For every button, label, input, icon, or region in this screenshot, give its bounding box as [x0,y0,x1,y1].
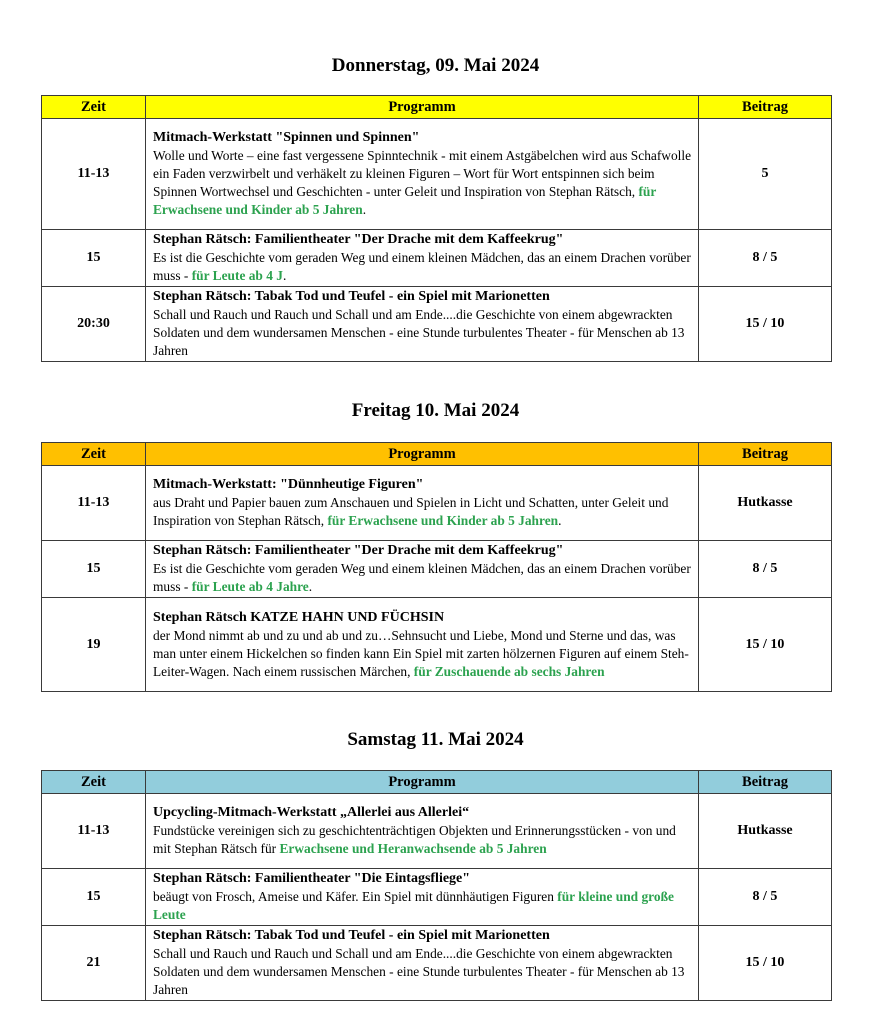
event-time: 11-13 [42,466,146,541]
event-fee: Hutkasse [699,794,832,869]
table-row [42,869,832,926]
table-row [42,598,832,692]
audience-highlight: Erwachsene und Heranwachsende ab 5 Jahren [279,841,547,856]
event-description [146,287,699,362]
event-text: Wolle und Worte – eine fast vergessene Spinntechnik - mit einem Astgäbelchen wird aus Schafwolle ein Faden verzwirbelt und verhäkelt zu kleinen Figuren – Wort für Wort entspinnen sich beim Spinnen Wortwechsel und Geschichten - unter Geleit und Inspiration von Stephan Rätsch, für Erwachsene und Kinder ab 5 Jahren. [153,148,692,217]
header-fee: Beitrag [699,443,832,466]
header-time: Zeit [42,443,146,466]
table-row [42,926,832,1001]
table-row [42,230,832,287]
table-header-row [42,771,832,794]
event-text: der Mond nimmt ab und zu und ab und zu…Sehnsucht und Liebe, Mond und Sterne und das, was man unter einem Hickelchen so finden kann Ein Spiel mit zarten hölzernen Figuren auf einem Steh-Leiter-Wagen. Nach einem russischen Märchen, für Zuschauende ab sechs Jahren [153,627,689,679]
event-title: Stephan Rätsch: Familientheater "Die Eintagsfliege" [153,871,471,886]
table-header-row [42,443,832,466]
event-fee: 15 / 10 [699,598,832,692]
header-fee: Beitrag [699,771,832,794]
event-text: Schall und Rauch und Rauch und Schall und am Ende....die Geschichte von einem abgewrackten Soldaten und dem wundersamen Menschen - eine Stunde turbulentes Theater - für Menschen ab 13 Jahren [153,307,685,358]
header-fee: Beitrag [699,96,832,119]
table-row [42,466,832,541]
event-time: 15 [42,230,146,287]
event-description [146,598,699,692]
table-row [42,541,832,598]
event-time: 11-13 [42,794,146,869]
event-title: Stephan Rätsch: Familientheater "Der Drache mit dem Kaffeekrug" [153,543,564,558]
day-title: Freitag 10. Mai 2024 [351,400,520,421]
table-row [42,287,832,362]
event-text: Fundstücke vereinigen sich zu geschichtenträchtigen Objekten und Erinnerungsstücken - von und mit Stephan Rätsch für Erwachsene und Heranwachsende ab 5 Jahren [153,823,676,856]
event-time: 21 [42,926,146,1001]
table-row [42,119,832,230]
event-fee: 8 / 5 [699,541,832,598]
event-description [146,541,699,598]
event-fee: 15 / 10 [699,287,832,362]
event-description [146,119,699,230]
event-title: Upcycling-Mitmach-Werkstatt „Allerlei aus Allerlei“ [153,805,470,820]
day-title: Samstag 11. Mai 2024 [347,729,524,750]
event-time: 11-13 [42,119,146,230]
schedule-table-saturday [41,770,832,1001]
event-fee: 15 / 10 [699,926,832,1001]
event-title: Mitmach-Werkstatt: "Dünnheutige Figuren" [153,477,424,492]
event-title: Stephan Rätsch: Familientheater "Der Drache mit dem Kaffeekrug" [153,232,564,247]
audience-highlight: für kleine und große Leute [153,889,674,922]
event-description [146,926,699,1001]
event-time: 15 [42,541,146,598]
event-time: 15 [42,869,146,926]
header-time: Zeit [42,771,146,794]
event-time: 20:30 [42,287,146,362]
header-program: Programm [146,443,699,466]
schedule-table-friday [41,442,832,692]
header-program: Programm [146,96,699,119]
event-text: Es ist die Geschichte vom geraden Weg und einem kleinen Mädchen, das an einem Drachen vorüber muss - für Leute ab 4 Jahre. [153,561,691,594]
event-description [146,230,699,287]
event-text: aus Draht und Papier bauen zum Anschauen und Spielen in Licht und Schatten, unter Geleit und Inspiration von Stephan Rätsch, für Erwachsene und Kinder ab 5 Jahren. [153,495,669,528]
event-text: beäugt von Frosch, Ameise und Käfer. Ein Spiel mit dünnhäutigen Figuren für kleine und große Leute [153,889,674,922]
table-row [42,794,832,869]
event-text: Schall und Rauch und Rauch und Schall und am Ende....die Geschichte von einem abgewrackten Soldaten und dem wundersamen Menschen - eine Stunde turbulentes Theater - für Menschen ab 13 Jahren [153,946,685,997]
schedule-table-thursday [41,95,832,362]
event-fee: 8 / 5 [699,230,832,287]
header-program: Programm [146,771,699,794]
table-header-row [42,96,832,119]
event-fee: 5 [699,119,832,230]
audience-highlight: für Leute ab 4 Jahre [191,579,309,594]
event-title: Stephan Rätsch: Tabak Tod und Teufel - ein Spiel mit Marionetten [153,289,550,304]
event-text: Es ist die Geschichte vom geraden Weg und einem kleinen Mädchen, das an einem Drachen vorüber muss - für Leute ab 4 J. [153,250,691,283]
event-time: 19 [42,598,146,692]
header-time: Zeit [42,96,146,119]
event-title: Stephan Rätsch: Tabak Tod und Teufel - ein Spiel mit Marionetten [153,928,550,943]
audience-highlight: für Erwachsene und Kinder ab 5 Jahren [327,513,559,528]
audience-highlight: für Erwachsene und Kinder ab 5 Jahren [153,184,657,217]
event-title: Stephan Rätsch KATZE HAHN UND FÜCHSIN [153,609,445,625]
day-title: Donnerstag, 09. Mai 2024 [331,55,540,76]
event-fee: Hutkasse [699,466,832,541]
event-description [146,869,699,926]
event-description [146,794,699,869]
event-title: Mitmach-Werkstatt "Spinnen und Spinnen" [153,130,420,145]
audience-highlight: für Zuschauende ab sechs Jahren [413,663,605,679]
event-description [146,466,699,541]
event-fee: 8 / 5 [699,869,832,926]
audience-highlight: für Leute ab 4 J [191,268,283,283]
